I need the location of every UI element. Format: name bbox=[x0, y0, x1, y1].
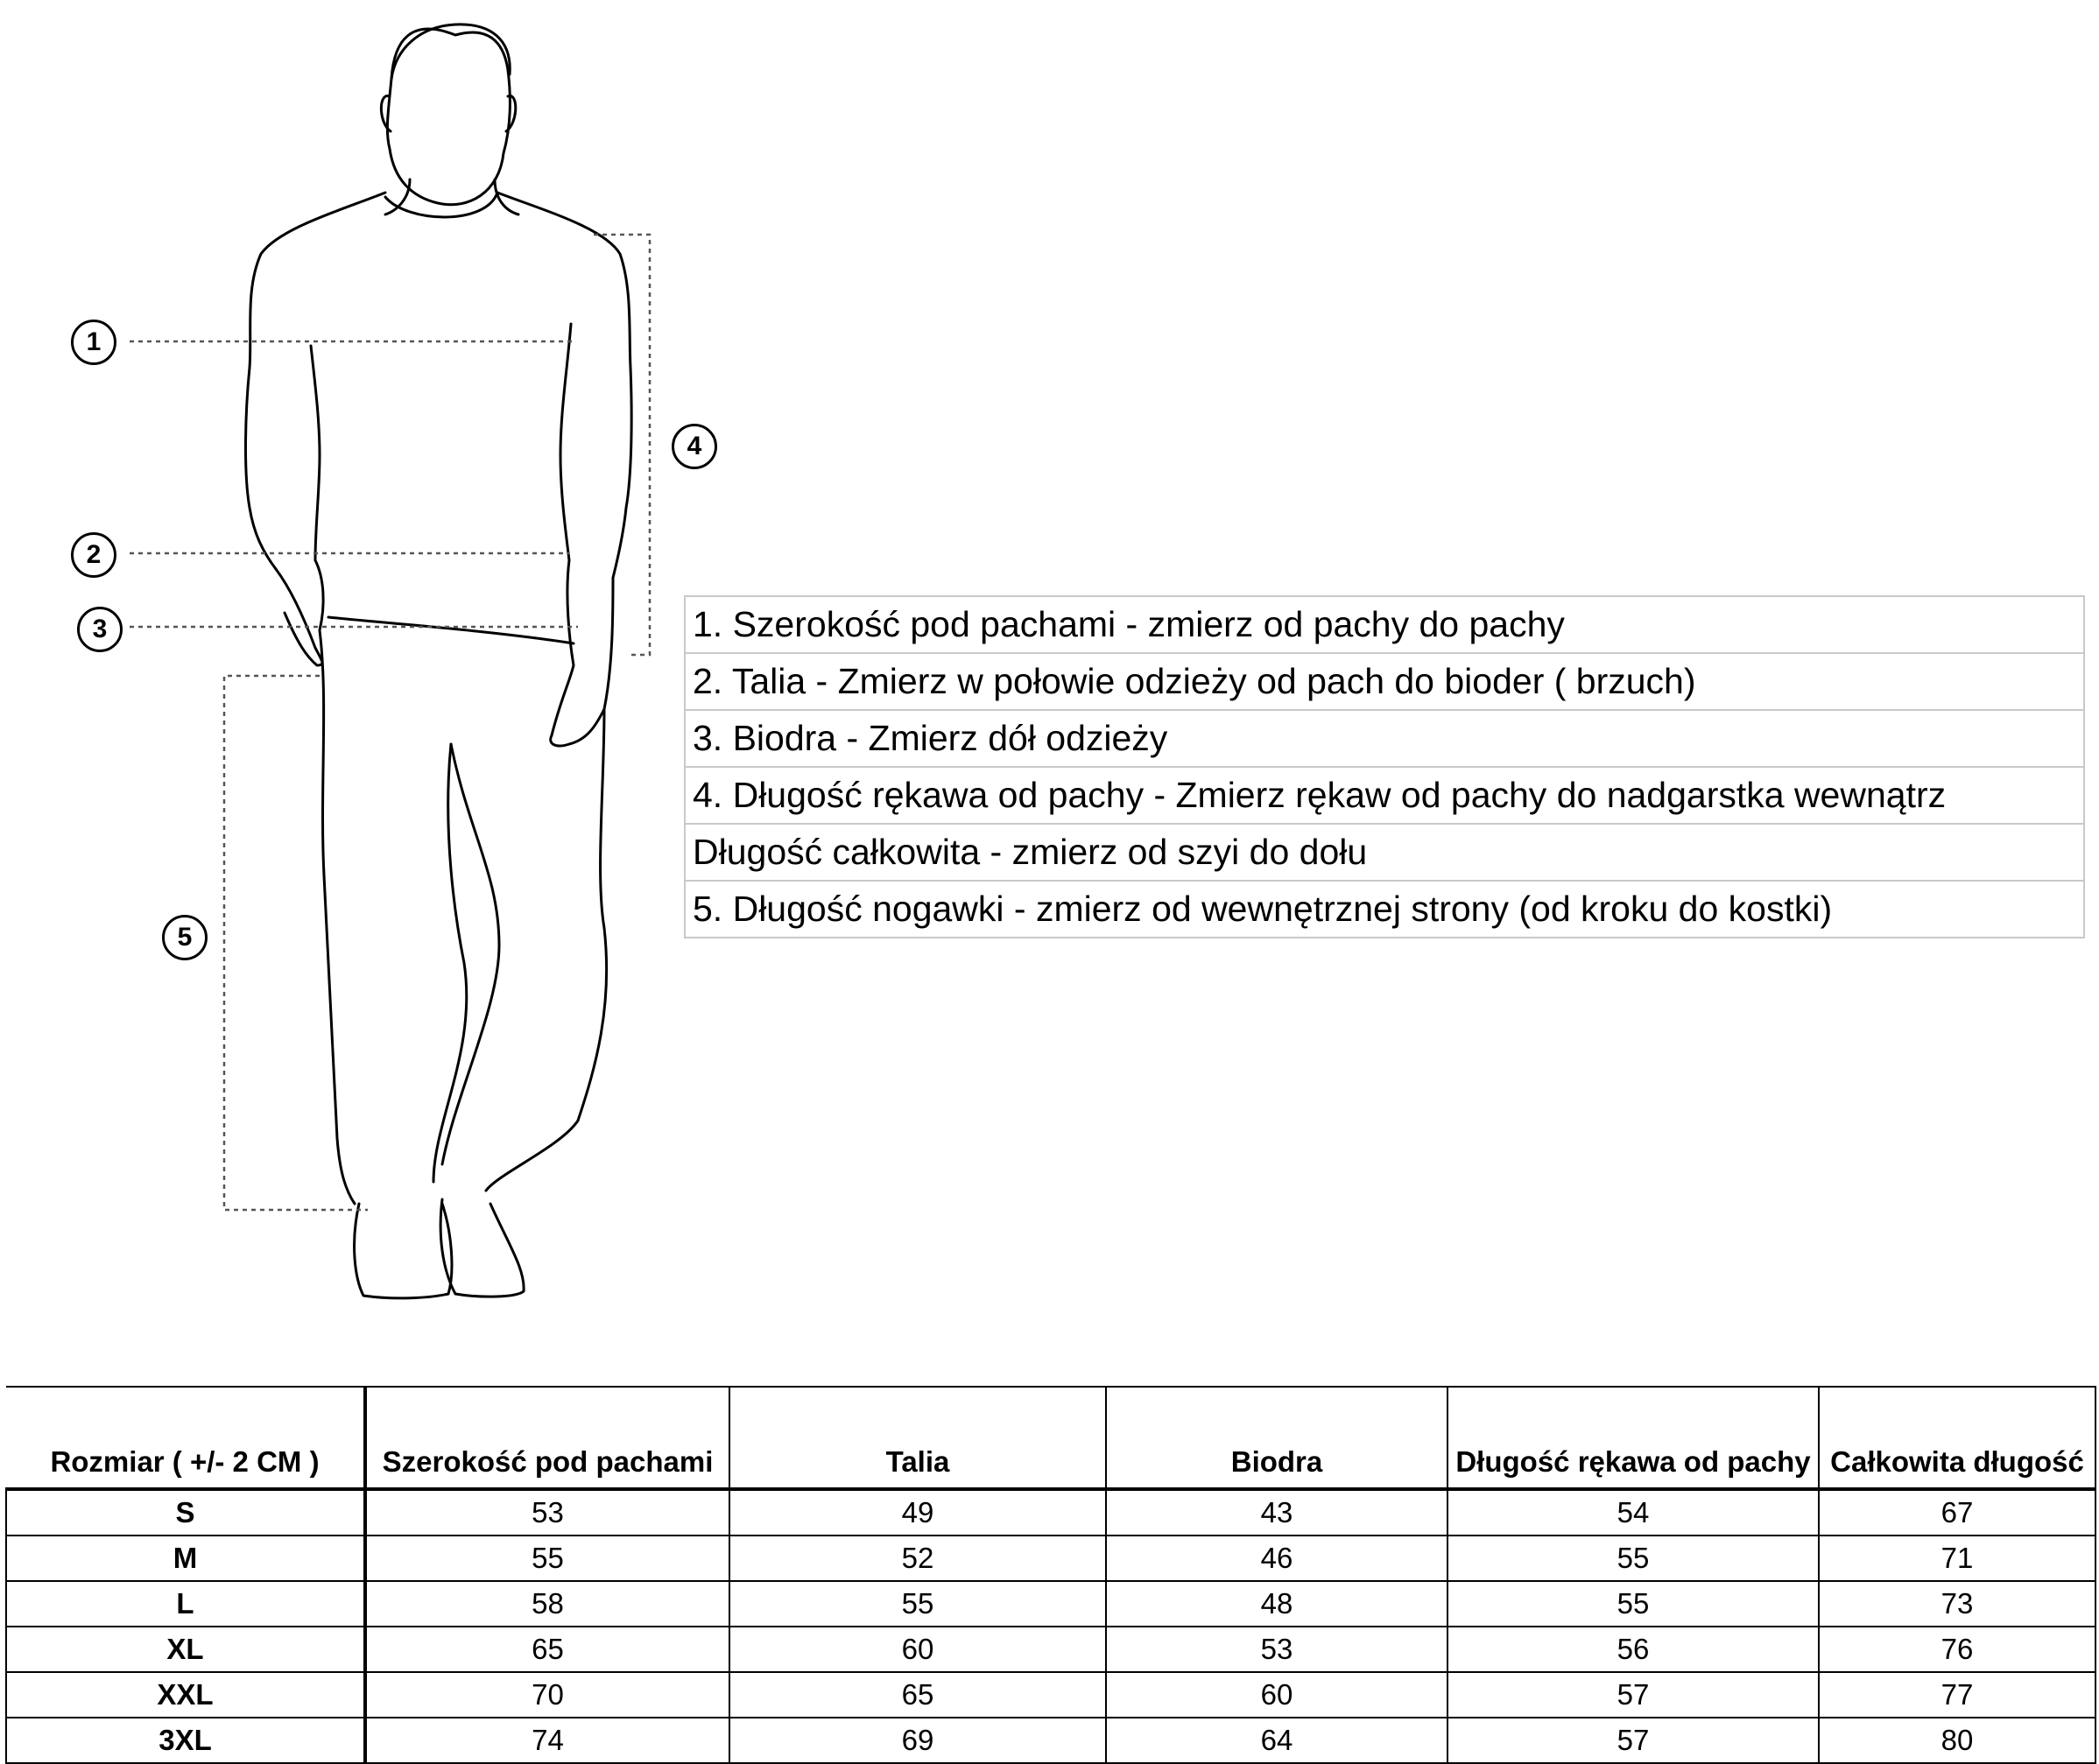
legend-item-4: 4. Długość rękawa od pachy - Zmierz rękaw od pachy do nadgarstka wewnątrz bbox=[685, 767, 2084, 824]
table-cell: 77 bbox=[1819, 1672, 2095, 1718]
table-cell: 56 bbox=[1447, 1627, 1819, 1672]
size-cell: 3XL bbox=[6, 1718, 365, 1763]
table-cell: 52 bbox=[729, 1536, 1106, 1581]
table-cell: 58 bbox=[365, 1581, 729, 1627]
legend-item-2: 2. Talia - Zmierz w połowie odzieży od pach do bioder ( brzuch) bbox=[685, 653, 2084, 710]
table-cell: 55 bbox=[365, 1536, 729, 1581]
legend-row bbox=[685, 653, 2084, 710]
legend-row bbox=[685, 596, 2084, 653]
size-table-header-row bbox=[6, 1387, 2095, 1489]
table-cell: 74 bbox=[365, 1718, 729, 1763]
marker-4: 4 bbox=[672, 424, 717, 469]
legend-item-3: 3. Biodra - Zmierz dół odzieży bbox=[685, 710, 2084, 767]
header-sleeve-length: Długość rękawa od pachy bbox=[1447, 1387, 1819, 1489]
table-cell: 64 bbox=[1106, 1718, 1447, 1763]
table-cell: 53 bbox=[1106, 1627, 1447, 1672]
table-cell: 54 bbox=[1447, 1489, 1819, 1536]
header-waist: Talia bbox=[729, 1387, 1106, 1489]
table-row bbox=[6, 1627, 2095, 1672]
table-cell: 65 bbox=[729, 1672, 1106, 1718]
header-hips: Biodra bbox=[1106, 1387, 1447, 1489]
legend-row bbox=[685, 767, 2084, 824]
table-cell: 43 bbox=[1106, 1489, 1447, 1536]
size-cell: S bbox=[6, 1489, 365, 1536]
table-row bbox=[6, 1718, 2095, 1763]
legend-item-total: Długość całkowita - zmierz od szyi do dołu bbox=[685, 824, 2084, 881]
legend-item-1: 1. Szerokość pod pachami - zmierz od pachy do pachy bbox=[685, 596, 2084, 653]
table-cell: 48 bbox=[1106, 1581, 1447, 1627]
body-figure bbox=[0, 0, 701, 1313]
table-cell: 80 bbox=[1819, 1718, 2095, 1763]
table-row bbox=[6, 1672, 2095, 1718]
legend-row bbox=[685, 824, 2084, 881]
table-cell: 60 bbox=[729, 1627, 1106, 1672]
size-cell: XXL bbox=[6, 1672, 365, 1718]
table-cell: 57 bbox=[1447, 1672, 1819, 1718]
table-cell: 70 bbox=[365, 1672, 729, 1718]
size-cell: M bbox=[6, 1536, 365, 1581]
table-cell: 60 bbox=[1106, 1672, 1447, 1718]
table-cell: 53 bbox=[365, 1489, 729, 1536]
legend-item-5: 5. Długość nogawki - zmierz od wewnętrznej strony (od kroku do kostki) bbox=[685, 881, 2084, 938]
header-chest-width: Szerokość pod pachami bbox=[365, 1387, 729, 1489]
size-cell: L bbox=[6, 1581, 365, 1627]
table-cell: 46 bbox=[1106, 1536, 1447, 1581]
table-cell: 55 bbox=[1447, 1536, 1819, 1581]
table-cell: 67 bbox=[1819, 1489, 2095, 1536]
marker-5: 5 bbox=[162, 915, 208, 960]
table-cell: 76 bbox=[1819, 1627, 2095, 1672]
legend-row bbox=[685, 881, 2084, 938]
size-chart-table bbox=[5, 1386, 2096, 1764]
table-cell: 69 bbox=[729, 1718, 1106, 1763]
table-row bbox=[6, 1489, 2095, 1536]
table-cell: 73 bbox=[1819, 1581, 2095, 1627]
marker-1: 1 bbox=[71, 320, 116, 365]
size-cell: XL bbox=[6, 1627, 365, 1672]
table-row bbox=[6, 1581, 2095, 1627]
table-cell: 49 bbox=[729, 1489, 1106, 1536]
legend-row bbox=[685, 710, 2084, 767]
table-cell: 71 bbox=[1819, 1536, 2095, 1581]
table-cell: 55 bbox=[729, 1581, 1106, 1627]
marker-3: 3 bbox=[77, 607, 123, 652]
table-cell: 57 bbox=[1447, 1718, 1819, 1763]
table-row bbox=[6, 1536, 2095, 1581]
body-outline-drawing bbox=[0, 0, 701, 1313]
header-size: Rozmiar ( +/- 2 CM ) bbox=[6, 1387, 365, 1489]
marker-2: 2 bbox=[71, 532, 116, 578]
measurement-legend bbox=[684, 595, 2085, 938]
table-cell: 55 bbox=[1447, 1581, 1819, 1627]
table-cell: 65 bbox=[365, 1627, 729, 1672]
header-total-length: Całkowita długość bbox=[1819, 1387, 2095, 1489]
